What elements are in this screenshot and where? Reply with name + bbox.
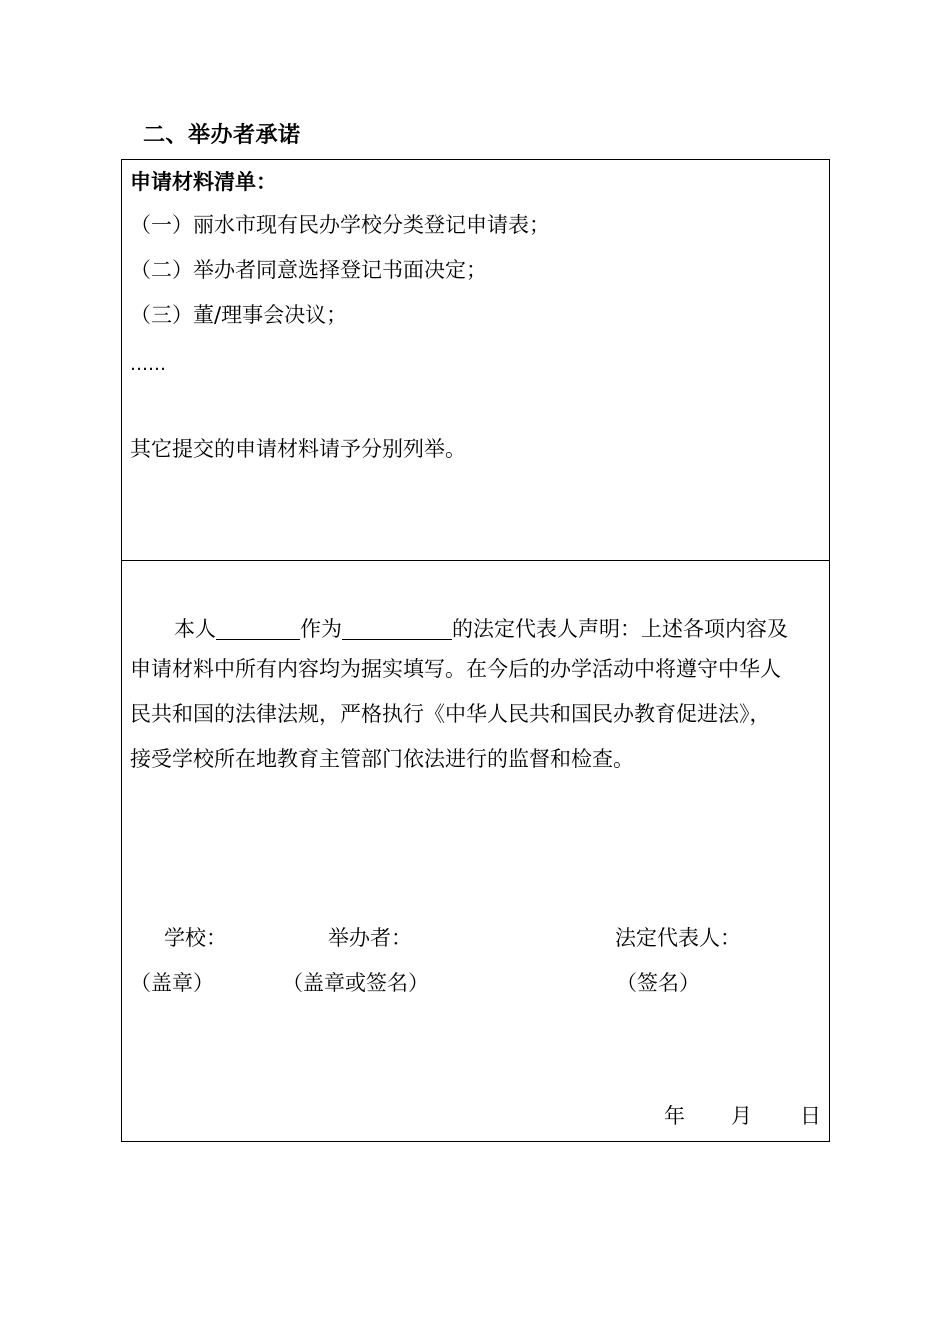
pledge-line-1 — [174, 615, 788, 640]
legal-rep-signature-label: 法定代表人： — [615, 926, 741, 950]
materials-item-2: （二）举办者同意选择登记书面决定； — [130, 258, 487, 282]
date-year: 年 — [664, 1104, 685, 1128]
organizer-seal-note: （盖章或签名） — [282, 971, 429, 995]
materials-list-cell — [122, 160, 829, 561]
commitment-form-table — [121, 159, 830, 1142]
pledge-prefix: 本人 — [174, 617, 216, 641]
school-seal-note: （盖章） — [130, 971, 214, 995]
pledge-line-4: 接受学校所在地教育主管部门依法进行的监督和检查。 — [130, 747, 634, 771]
materials-item-3: （三）董/理事会决议； — [130, 303, 348, 327]
name-blank-field[interactable] — [216, 615, 300, 640]
materials-item-1: （一）丽水市现有民办学校分类登记申请表； — [130, 213, 550, 237]
section-heading: 二、举办者承诺 — [143, 123, 301, 148]
school-blank-field[interactable] — [342, 615, 452, 640]
date-month: 月 — [731, 1104, 752, 1128]
legal-rep-sign-note: （签名） — [616, 971, 700, 995]
pledge-cell — [122, 561, 829, 1141]
pledge-line-3: 民共和国的法律法规，严格执行《中华人民共和国民办教育促进法》， — [130, 702, 771, 726]
pledge-middle: 作为 — [300, 617, 342, 641]
school-signature-label: 学校： — [164, 926, 227, 950]
materials-list-title: 申请材料清单： — [130, 170, 277, 194]
materials-ellipsis: …… — [130, 354, 166, 375]
pledge-line1-rest: 的法定代表人声明：上述各项内容及 — [452, 617, 788, 641]
date-day: 日 — [800, 1104, 821, 1128]
pledge-line-2: 申请材料中所有内容均为据实填写。在今后的办学活动中将遵守中华人 — [130, 657, 781, 681]
materials-note: 其它提交的申请材料请予分别列举。 — [130, 437, 466, 461]
organizer-signature-label: 举办者： — [328, 926, 412, 950]
